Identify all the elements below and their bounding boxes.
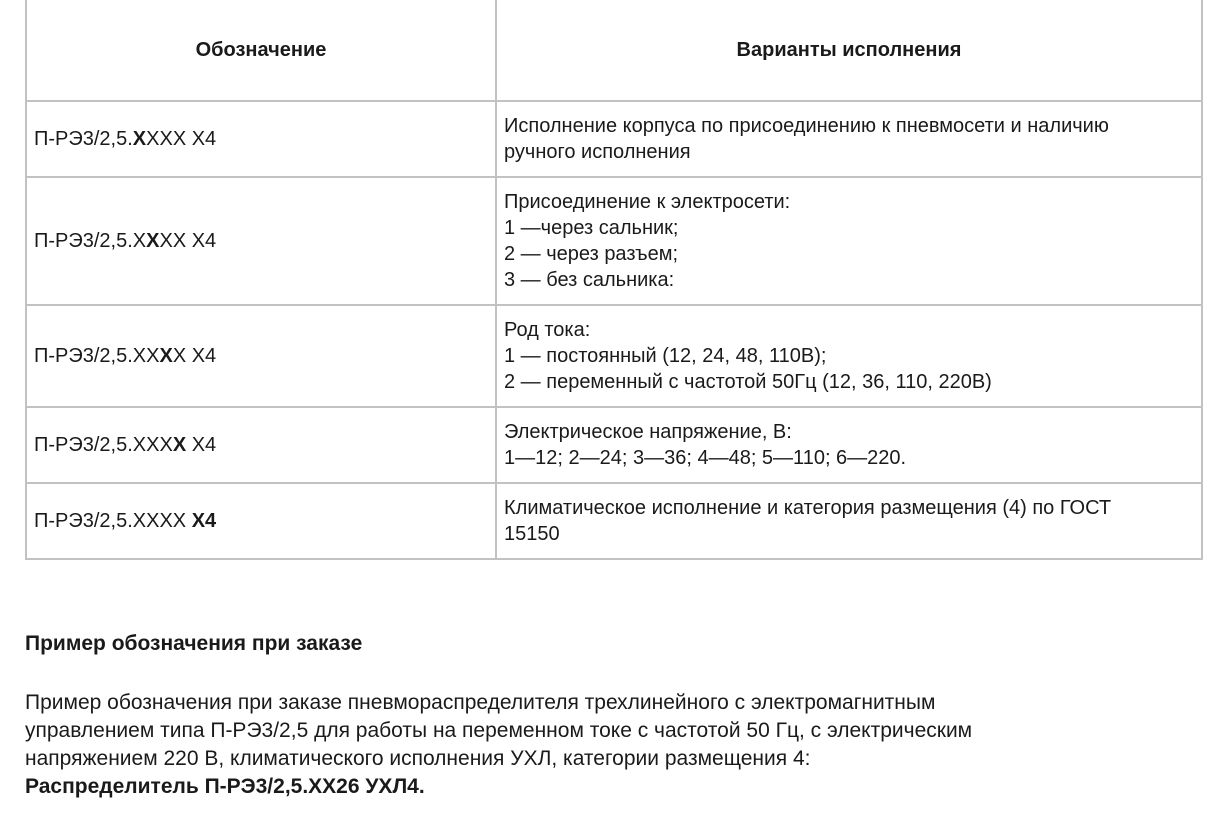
description-line: Присоединение к электросети:	[504, 191, 791, 213]
table-header-row	[26, 0, 1202, 101]
designation-highlight: Х	[146, 230, 160, 252]
example-line: напряжением 220 В, климатического исполнения УХЛ, категории размещения 4:	[25, 747, 811, 770]
description-cell	[496, 305, 1202, 407]
description-line: ручного исполнения	[504, 141, 691, 163]
table-row	[26, 407, 1202, 483]
example-line: Пример обозначения при заказе пневмораспределителя трехлинейного с электромагнитным	[25, 691, 936, 714]
description-line: 1—12; 2—24; 3—36; 4—48; 5—110; 6—220.	[504, 447, 907, 469]
column-header-designation: Обозначение	[26, 0, 496, 101]
example-heading: Пример обозначения при заказе	[25, 632, 363, 655]
description-line: 1 — постоянный (12, 24, 48, 110В);	[504, 345, 827, 367]
designation-suffix: ХХ Х4	[159, 230, 217, 252]
description-line: 3 — без сальника:	[504, 269, 675, 291]
description-cell	[496, 483, 1202, 559]
designation-suffix: Х Х4	[172, 345, 217, 367]
designation-prefix: П-РЭ3/2,5.ХХХХ	[34, 510, 192, 532]
designation-highlight: Х	[132, 128, 147, 150]
description-line: Электрическое напряжение, В:	[504, 421, 792, 443]
designation-suffix: ХХХ Х4	[146, 128, 217, 150]
description-line: 15150	[504, 523, 560, 545]
description-line: Климатическое исполнение и категория размещения (4) по ГОСТ	[504, 497, 1112, 519]
description-cell	[496, 101, 1202, 177]
designation-prefix: П-РЭ3/2,5.ХХ	[34, 345, 160, 367]
table-row	[26, 177, 1202, 305]
table-row	[26, 483, 1202, 559]
description-line: Исполнение корпуса по присоединению к пневмосети и наличию	[504, 115, 1109, 137]
column-header-variants: Варианты исполнения	[496, 0, 1202, 101]
description-line: Род тока:	[504, 319, 591, 341]
table-row	[26, 305, 1202, 407]
designation-highlight: Х4	[191, 510, 217, 532]
example-result: Распределитель П-РЭ3/2,5.ХХ26 УХЛ4.	[25, 775, 425, 798]
example-paragraph	[25, 689, 1205, 801]
description-cell	[496, 407, 1202, 483]
description-line: 2 — переменный с частотой 50Гц (12, 36, 110, 220В)	[504, 371, 992, 393]
description-line: 2 — через разъем;	[504, 243, 678, 265]
designation-cell	[26, 483, 496, 559]
designation-table	[25, 0, 1203, 560]
designation-prefix: П-РЭ3/2,5.ХХХ	[34, 434, 173, 456]
designation-cell	[26, 101, 496, 177]
designation-prefix: П-РЭ3/2,5.Х	[34, 230, 147, 252]
designation-cell	[26, 177, 496, 305]
designation-cell	[26, 305, 496, 407]
designation-highlight: Х	[172, 434, 187, 456]
designation-prefix: П-РЭ3/2,5.	[34, 128, 133, 150]
description-cell	[496, 177, 1202, 305]
table-row	[26, 101, 1202, 177]
designation-suffix: Х4	[186, 434, 217, 456]
designation-highlight: Х	[159, 345, 173, 367]
description-line: 1 —через сальник;	[504, 217, 679, 239]
example-line: управлением типа П-РЭ3/2,5 для работы на переменном токе с частотой 50 Гц, с электрическим	[25, 719, 973, 742]
designation-cell	[26, 407, 496, 483]
